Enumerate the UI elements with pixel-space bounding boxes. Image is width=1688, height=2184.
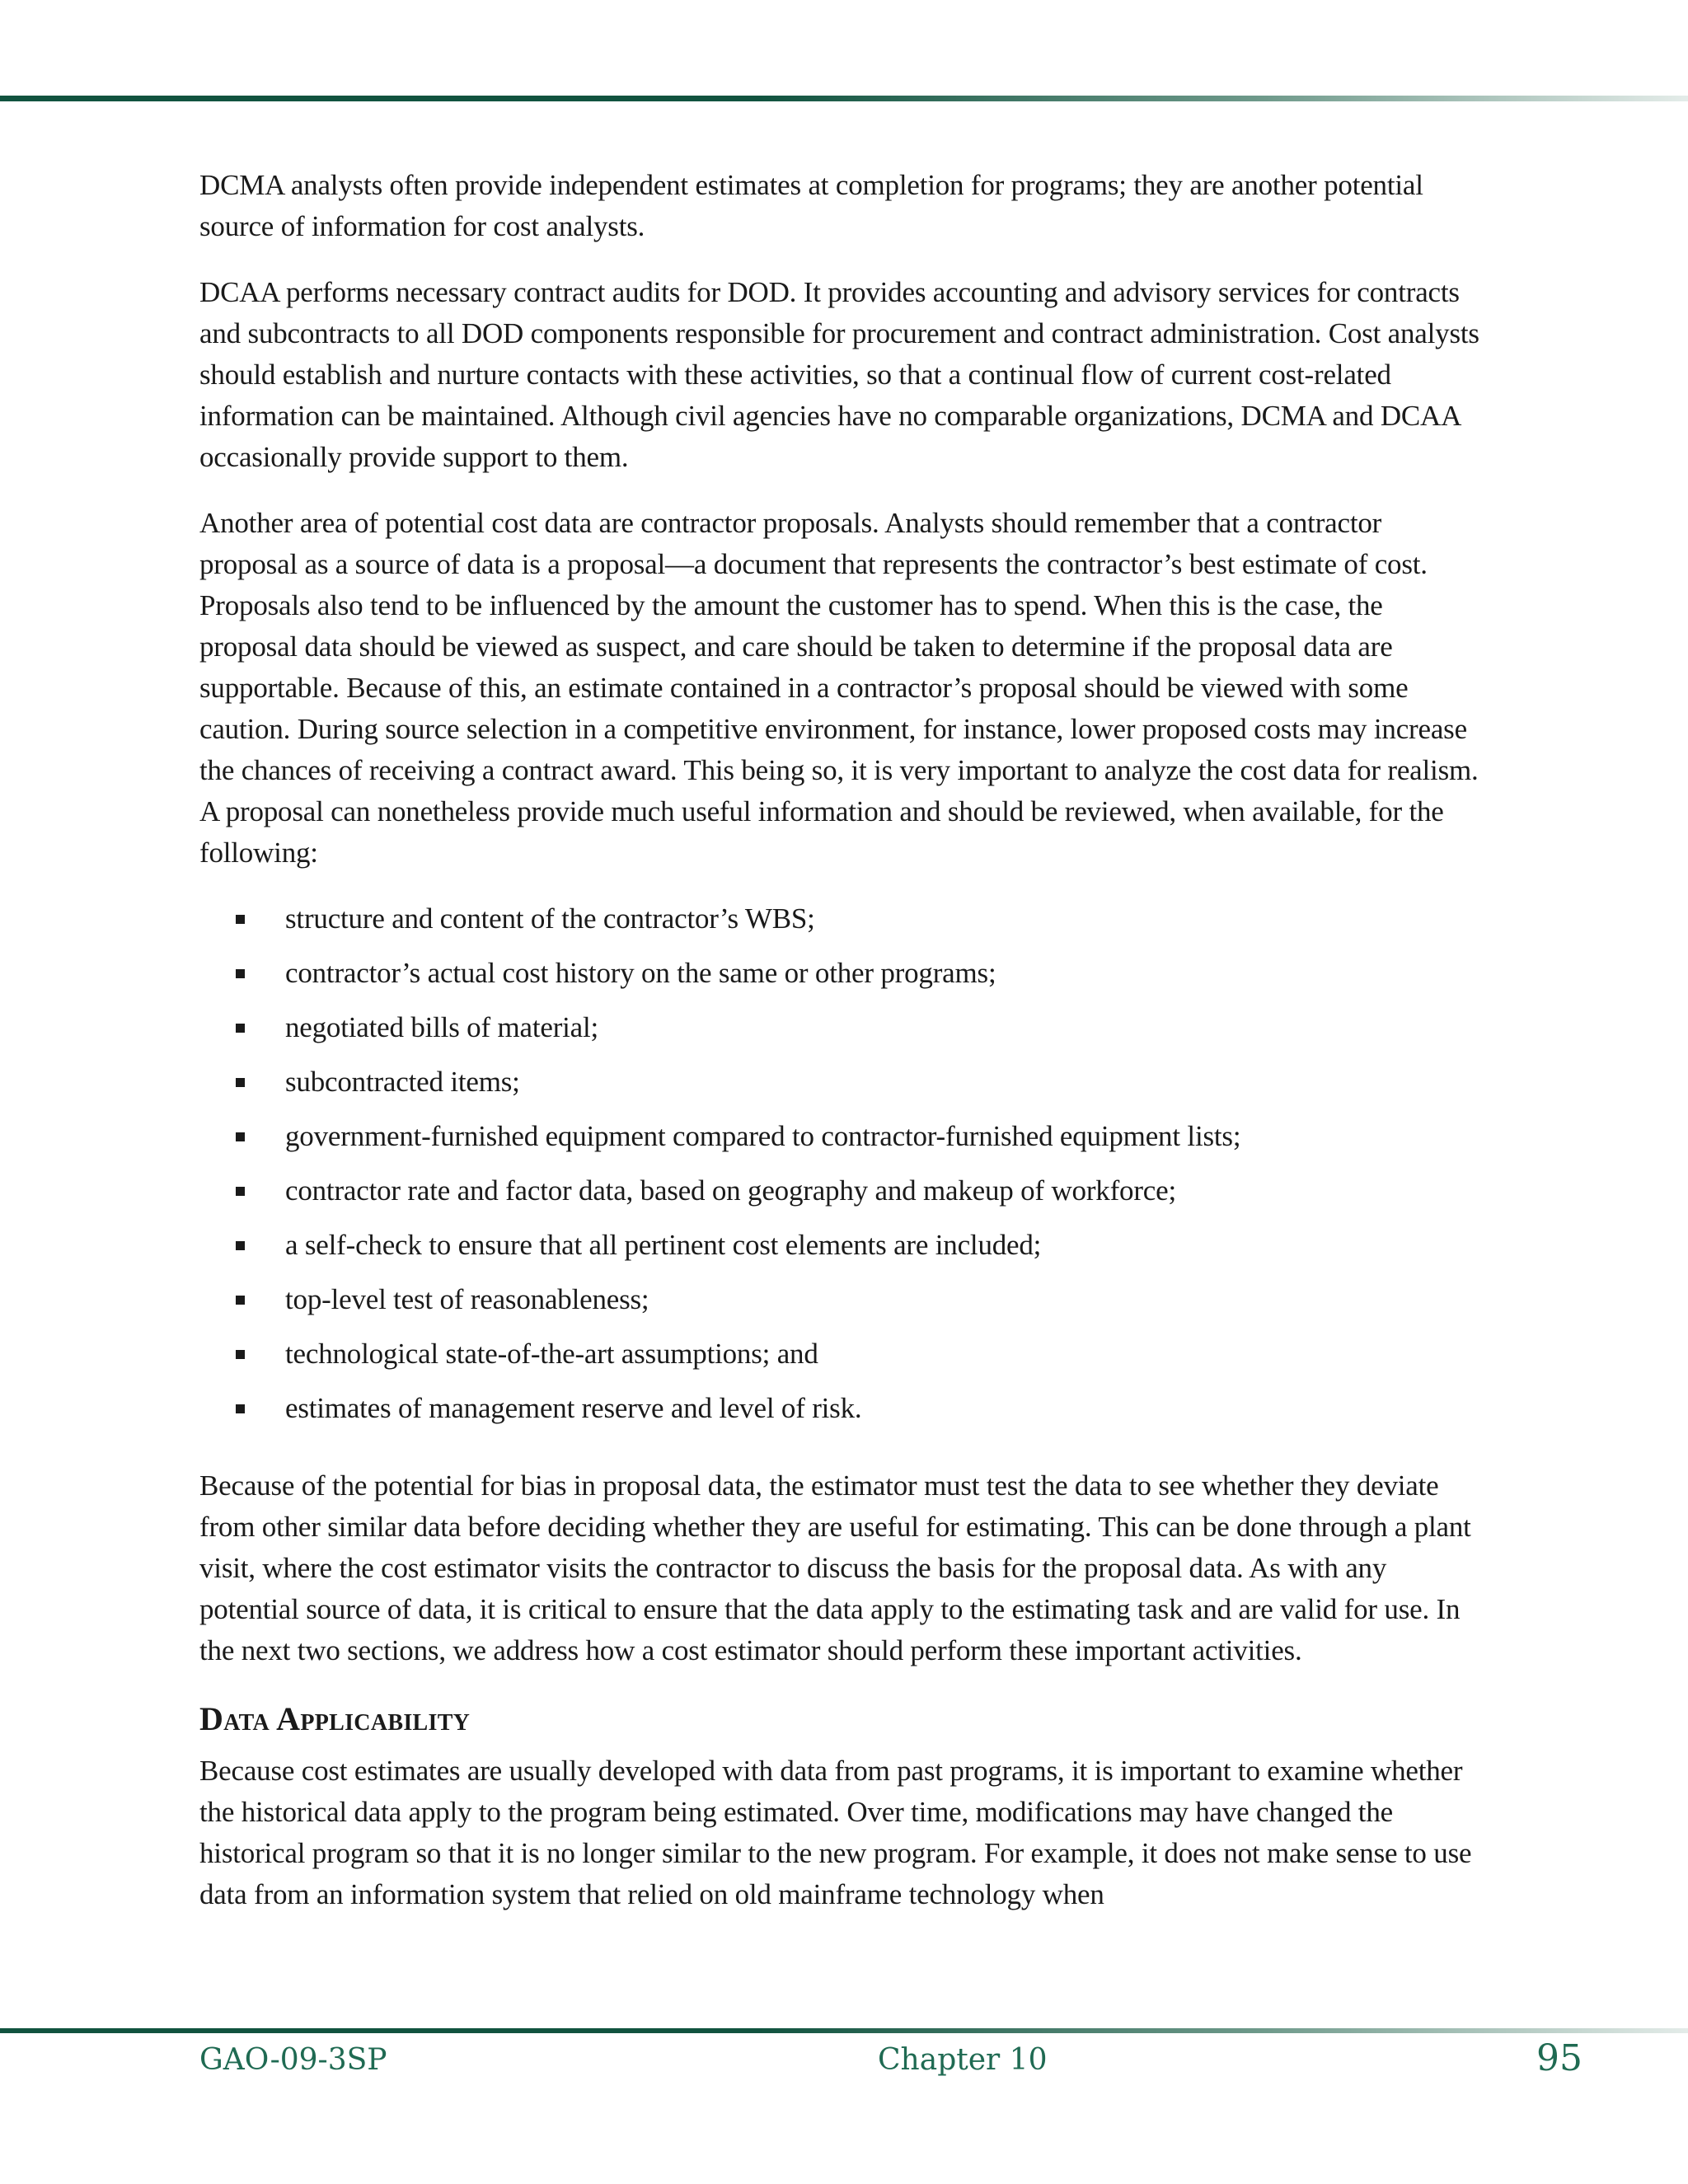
list-item-text: contractor’s actual cost history on the same or other programs; [285, 957, 996, 989]
list-item [199, 1388, 1485, 1442]
list-item [199, 1116, 1485, 1170]
bullet-icon [236, 915, 245, 924]
list-item-text: negotiated bills of material; [285, 1011, 599, 1043]
list-item-text: technological state-of-the-art assumptions; and [285, 1338, 818, 1370]
list-item-text: top-level test of reasonableness; [285, 1283, 649, 1315]
page-number: 95 [1536, 2037, 1582, 2079]
footer-document-id: GAO-09-3SP [199, 2043, 387, 2077]
list-item-text: subcontracted items; [285, 1066, 520, 1098]
paragraph-data-applicability: Because cost estimates are usually developed with data from past programs, it is important to examine whether the historical data apply to the program being estimated. Over time, modifications may have changed the historical program so that it is no longer similar to the new program. For example, it does not make sense to use data from an information system that relied on old mainframe technology when [199, 1755, 1472, 1910]
list-item [199, 1225, 1485, 1279]
bullet-icon [236, 1296, 245, 1305]
list-item [199, 953, 1485, 1007]
list-item-text: estimates of management reserve and level of risk. [285, 1392, 862, 1424]
list-item [199, 1333, 1485, 1388]
footer-chapter: Chapter 10 [878, 2043, 1048, 2077]
section-heading-data-applicability: Data Applicability [199, 1700, 471, 1737]
bullet-icon [236, 1404, 245, 1413]
page-content [199, 165, 1485, 1915]
list-item-text: government-furnished equipment compared to contractor-furnished equipment lists; [285, 1120, 1241, 1152]
list-item-text: a self-check to ensure that all pertinent cost elements are included; [285, 1229, 1042, 1261]
list-item-text: structure and content of the contractor’s WBS; [285, 902, 815, 935]
bullet-icon [236, 969, 245, 978]
paragraph-dcaa: DCAA performs necessary contract audits for DOD. It provides accounting and advisory services for contracts and subcontracts to all DOD components responsible for procurement and contract administration. Cost analysts should establish and nurture contacts with these activities, so that a continual flow of current cost-related information can be maintained. Although civil agencies have no comparable organizations, DCMA and DCAA occasionally provide support to them. [199, 276, 1479, 473]
bullet-icon [236, 1024, 245, 1033]
paragraph-proposal-bias: Because of the potential for bias in proposal data, the estimator must test the data to see whether they deviate from other similar data before deciding whether they are useful for estimating. This can be done through a plant visit, where the cost estimator visits the contractor to discuss the basis for the proposal data. As with any potential source of data, it is critical to ensure that the data apply to the estimating task and are valid for use. In the next two sections, we address how a cost estimator should perform these important activities. [199, 1469, 1471, 1666]
header-rule [0, 96, 1688, 101]
footer-rule [0, 2028, 1688, 2033]
bullet-icon [236, 1078, 245, 1087]
proposal-review-list [199, 898, 1485, 1442]
list-item [199, 1170, 1485, 1225]
list-item [199, 1279, 1485, 1333]
list-item [199, 1062, 1485, 1116]
bullet-icon [236, 1241, 245, 1250]
list-item [199, 1007, 1485, 1062]
bullet-icon [236, 1350, 245, 1359]
bullet-icon [236, 1132, 245, 1141]
bullet-icon [236, 1187, 245, 1196]
paragraph-contractor-proposals: Another area of potential cost data are contractor proposals. Analysts should remember that a contractor proposal as a source of data is a proposal—a document that represents the contractor’s best estimate of cost. Proposals also tend to be influenced by the amount the customer has to spend. When this is the case, the proposal data should be viewed as suspect, and care should be taken to determine if the proposal data are supportable. Because of this, an estimate contained in a contractor’s proposal should be viewed with some caution. During source selection in a competitive environment, for instance, lower proposed costs may increase the chances of receiving a contract award. This being so, it is very important to analyze the cost data for realism. A proposal can nonetheless provide much useful information and should be reviewed, when available, for the following: [199, 507, 1479, 869]
list-item [199, 898, 1485, 953]
list-item-text: contractor rate and factor data, based on geography and makeup of workforce; [285, 1174, 1176, 1207]
page-footer [0, 2037, 1688, 2087]
paragraph-dcma: DCMA analysts often provide independent estimates at completion for programs; they are another potential source of information for cost analysts. [199, 169, 1423, 242]
